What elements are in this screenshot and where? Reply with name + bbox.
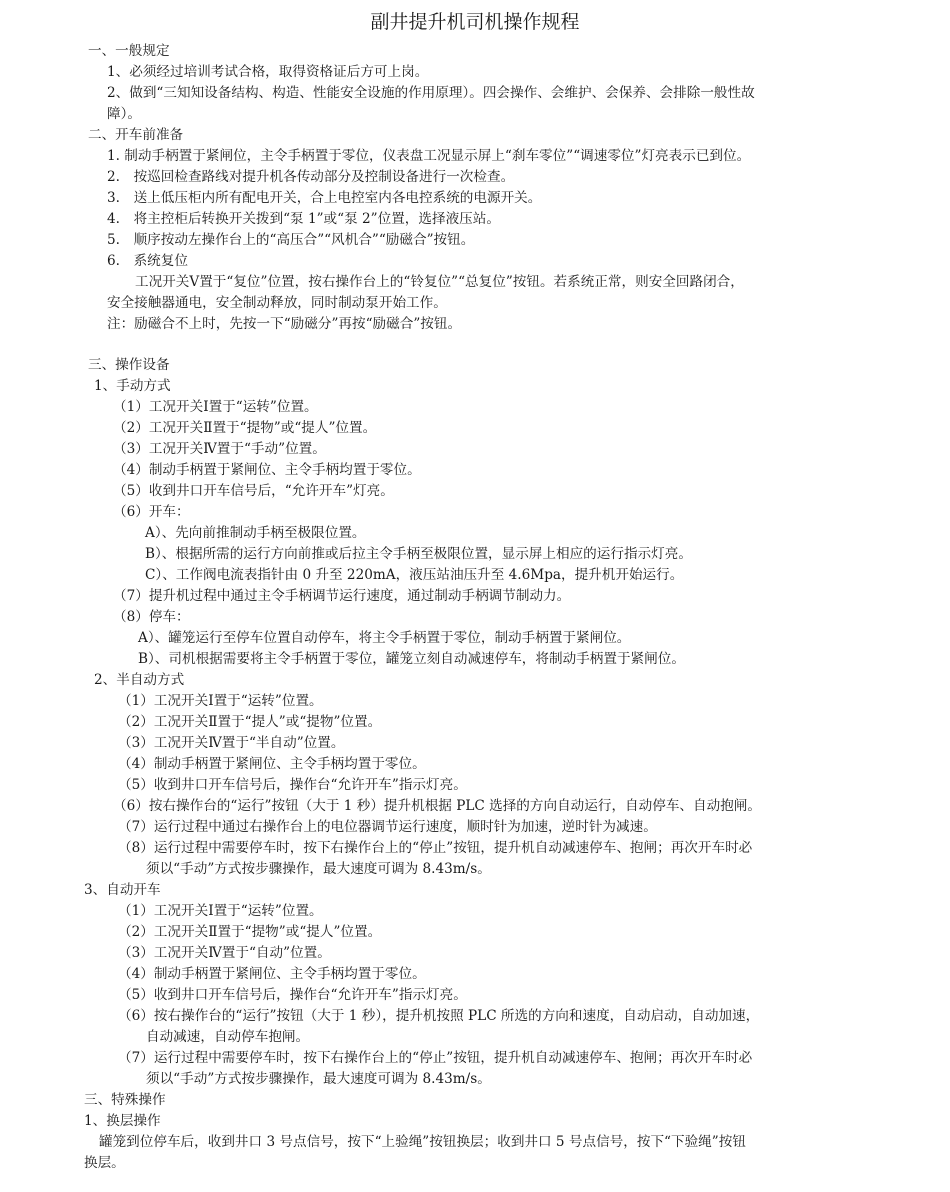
text-line: （4）制动手柄置于紧闸位、主令手柄均置于零位。: [113, 462, 421, 478]
text-line: （2）工况开关Ⅱ置于“提人”或“提物”位置。: [118, 714, 382, 730]
text-line: （5）收到井口开车信号后，操作台“允许开车”指示灯亮。: [118, 777, 467, 793]
text-line: 3. 送上低压柜内所有配电开关，合上电控室内各电控系统的电源开关。: [107, 190, 542, 206]
text-line: （5）收到井口开车信号后，操作台“允许开车”指示灯亮。: [118, 987, 467, 1003]
text-line: （7）提升机过程中通过主令手柄调节运行速度，通过制动手柄调节制动力。: [113, 588, 571, 604]
text-line: （8）运行过程中需要停车时，按下右操作台上的“停止”按钮，提升机自动减速停车、抱闸；再次开车时必: [118, 840, 753, 856]
text-line: 自动减速，自动停车抱闸。: [146, 1029, 310, 1045]
subsection-heading: 1、换层操作: [84, 1113, 161, 1129]
text-line: 6. 系统复位: [107, 253, 188, 269]
subsection-heading: 1、手动方式: [94, 378, 171, 394]
text-line: （5）收到井口开车信号后，“允许开车”灯亮。: [113, 483, 394, 499]
text-line: 工况开关Ⅴ置于“复位”位置，按右操作台上的“铃复位”“总复位”按钮。若系统正常，则安全回路闭合，: [135, 274, 744, 290]
text-line: 2、做到“三知知设备结构、构造、性能安全设施的作用原理）。四会操作、会维护、会保养、会排除一般性故: [107, 85, 755, 101]
text-line: （4）制动手柄置于紧闸位、主令手柄均置于零位。: [118, 756, 426, 772]
text-line: A）、先向前推制动手柄至极限位置。: [145, 525, 366, 541]
text-line: （7）运行过程中通过右操作台上的电位器调节运行速度，顺时针为加速，逆时针为减速。: [118, 819, 657, 835]
section-heading: 一、一般规定: [88, 43, 170, 59]
text-line: 须以“手动”方式按步骤操作，最大速度可调为 8.43m/s。: [146, 861, 491, 877]
text-line: （6）开车：: [113, 504, 190, 520]
text-line: 2. 按巡回检查路线对提升机各传动部分及控制设备进行一次检查。: [107, 169, 515, 185]
text-line: （4）制动手柄置于紧闸位、主令手柄均置于零位。: [118, 966, 426, 982]
text-line: C）、工作阀电流表指针由 0 升至 220mA，液压站油压升至 4.6Mpa，提升机开始运行。: [145, 567, 684, 583]
text-line: 1. 制动手柄置于紧闸位，主令手柄置于零位，仪表盘工况显示屏上“刹车零位”“调速零位”灯亮表示已到位。: [107, 148, 751, 164]
text-line: （6）按右操作台的“运行”按钮（大于 1 秒）提升机根据 PLC 选择的方向自动运行，自动停车、自动抱闸。: [113, 798, 761, 814]
text-line: 须以“手动”方式按步骤操作，最大速度可调为 8.43m/s。: [146, 1071, 491, 1087]
text-line: （1）工况开关Ⅰ置于“运转”位置。: [118, 903, 323, 919]
text-line: （1）工况开关Ⅰ置于“运转”位置。: [118, 693, 323, 709]
text-line: 5. 顺序按动左操作台上的“高压合”“风机合”“励磁合”按钮。: [107, 232, 475, 248]
note-line: 注：励磁合不上时，先按一下“励磁分”再按“励磁合”按钮。: [107, 316, 462, 332]
text-line: （3）工况开关Ⅳ置于“手动”位置。: [113, 441, 326, 457]
text-line: 1、必须经过培训考试合格，取得资格证后方可上岗。: [107, 64, 429, 80]
text-line: 换层。: [84, 1155, 125, 1171]
section-heading: 三、操作设备: [88, 357, 170, 373]
text-line: （6）按右操作台的“运行”按钮（大于 1 秒），提升机按照 PLC 所选的方向和速度，自动启动，自动加速，: [118, 1008, 760, 1024]
text-line: （2）工况开关Ⅱ置于“提物”或“提人”位置。: [113, 420, 377, 436]
subsection-heading: 2、半自动方式: [94, 672, 185, 688]
text-line: （1）工况开关Ⅰ置于“运转”位置。: [113, 399, 318, 415]
section-heading: 三、特殊操作: [84, 1092, 166, 1108]
text-line: 障）。: [107, 106, 141, 122]
text-line: （2）工况开关Ⅱ置于“提物”或“提人”位置。: [118, 924, 382, 940]
section-heading: 二、开车前准备: [88, 127, 184, 143]
text-line: （3）工况开关Ⅳ置于“半自动”位置。: [118, 735, 345, 751]
text-line: 4. 将主控柜后转换开关拨到“泵 1”或“泵 2”位置，选择液压站。: [107, 211, 500, 227]
text-line: A）、罐笼运行至停车位置自动停车，将主令手柄置于零位，制动手柄置于紧闸位。: [138, 630, 631, 646]
text-line: （7）运行过程中需要停车时，按下右操作台上的“停止”按钮，提升机自动减速停车、抱闸；再次开车时必: [118, 1050, 753, 1066]
text-line: （8）停车：: [113, 609, 190, 625]
text-line: B）、根据所需的运行方向前推或后拉主令手柄至极限位置，显示屏上相应的运行指示灯亮。: [145, 546, 692, 562]
text-line: 罐笼到位停车后，收到井口 3 号点信号，按下“上验绳”按钮换层；收到井口 5 号点信号，按下“下验绳”按钮: [99, 1134, 746, 1150]
document-title: 副井提升机司机操作规程: [370, 11, 580, 33]
text-line: 安全接触器通电，安全制动释放，同时制动泵开始工作。: [107, 295, 447, 311]
subsection-heading: 3、自动开车: [84, 882, 161, 898]
text-line: B）、司机根据需要将主令手柄置于零位，罐笼立刻自动减速停车，将制动手柄置于紧闸位。: [138, 651, 685, 667]
text-line: （3）工况开关Ⅳ置于“自动”位置。: [118, 945, 331, 961]
